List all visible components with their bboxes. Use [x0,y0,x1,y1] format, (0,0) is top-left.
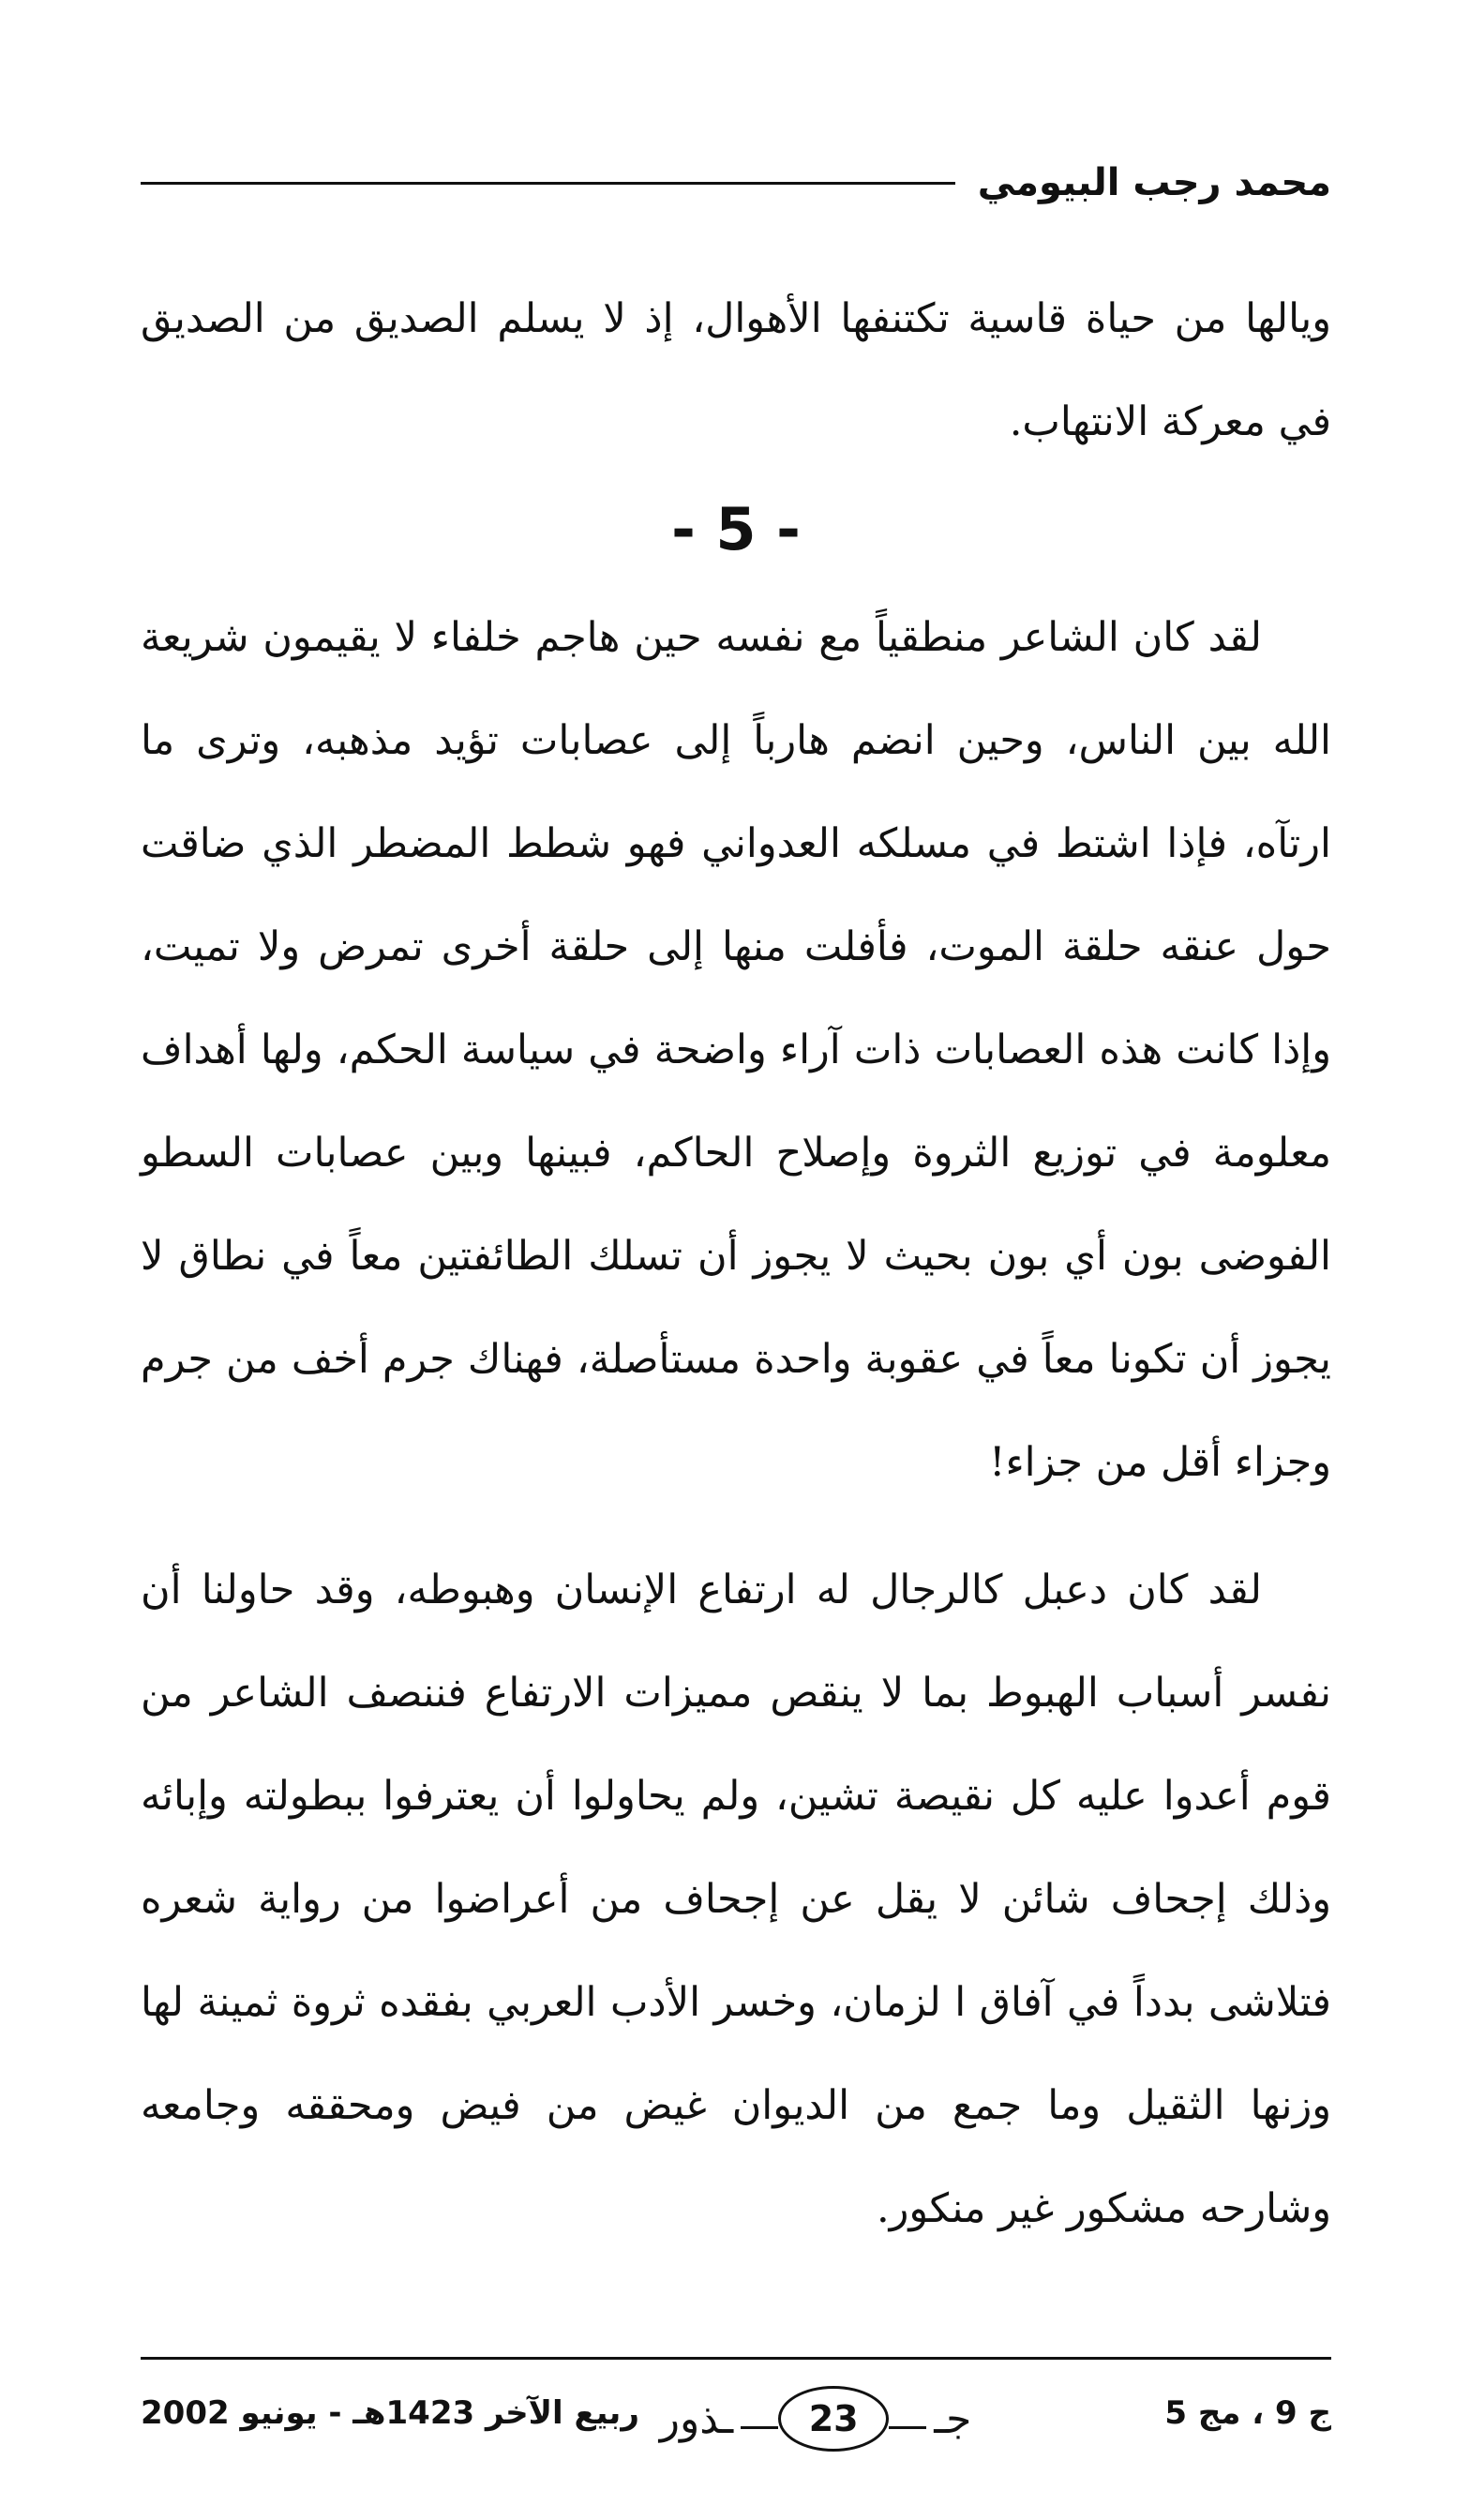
footer-date: ربيع الآخر 1423هـ - يونيو 2002 [141,2394,639,2432]
footer-rule [141,2357,1331,2360]
journal-name-with-page [647,2381,984,2456]
section-number: - 5 - [671,495,801,563]
running-header [141,150,1331,216]
body-text [141,267,1331,2260]
paragraph-gap [141,1514,1331,1538]
journal-name-stroke-left [741,2426,778,2429]
journal-name-stroke-right [889,2426,926,2429]
intro-paragraph: ويالها من حياة قاسية تكتنفها الأهوال، إذ لا يسلم الصديق من الصديق في معركة الانتهاب. [141,295,1331,445]
journal-name-left: ـذور [659,2394,734,2443]
footer-issue: ج 9 ، مج 5 [1164,2394,1331,2432]
header-author: محمد رجب البيومي [977,161,1331,204]
running-footer [141,2381,1331,2456]
paragraph-1: لقد كان الشاعر منطقياً مع نفسه حين هاجم خلفاء لا يقيمون شريعة الله بين الناس، وحين انضم هارباً إلى عصابات تؤيد مذهبه، وترى ما ارتآه، فإذا اشتط في مسلكه العدواني فهو شطط المضطر الذي ضاقت حول عنقه حلقة الموت، فأفلت منها إلى حلقة أخرى تمرض ولا تميت، وإذا كانت هذه العصابات ذات آراء واضحة في سياسة الحكم، ولها أهداف معلومة في توزيع الثروة وإصلاح الحاكم، فبينها وبين عصابات السطو الفوضى بون أي بون بحيث لا يجوز أن تسلك الطائفتين معاً في نطاق لا يجوز أن تكونا معاً في عقوبة واحدة مستأصلة، فهناك جرم أخف من جرم وجزاء أقل من جزاء! [141,614,1331,1486]
header-rule [141,182,955,185]
journal-name-right: جـ [934,2394,972,2443]
page-number: 23 [778,2386,889,2452]
paragraph-2: لقد كان دعبل كالرجال له ارتفاع الإنسان وهبوطه، وقد حاولنا أن نفسر أسباب الهبوط بما لا ينقص مميزات الارتفاع فننصف الشاعر من قوم أعدوا عليه كل نقيصة تشين، ولم يحاولوا أن يعترفوا ببطولته وإبائه وذلك إجحاف شائن لا يقل عن إجحاف من أعراضوا من رواية شعره فتلاشى بدداً في آفاق ا لزمان، وخسر الأدب العربي بفقده ثروة ثمينة لها وزنها الثقيل وما جمع من الديوان غيض من فيض ومحققه وجامعه وشارحه مشكور غير منكور. [141,1567,1331,2232]
